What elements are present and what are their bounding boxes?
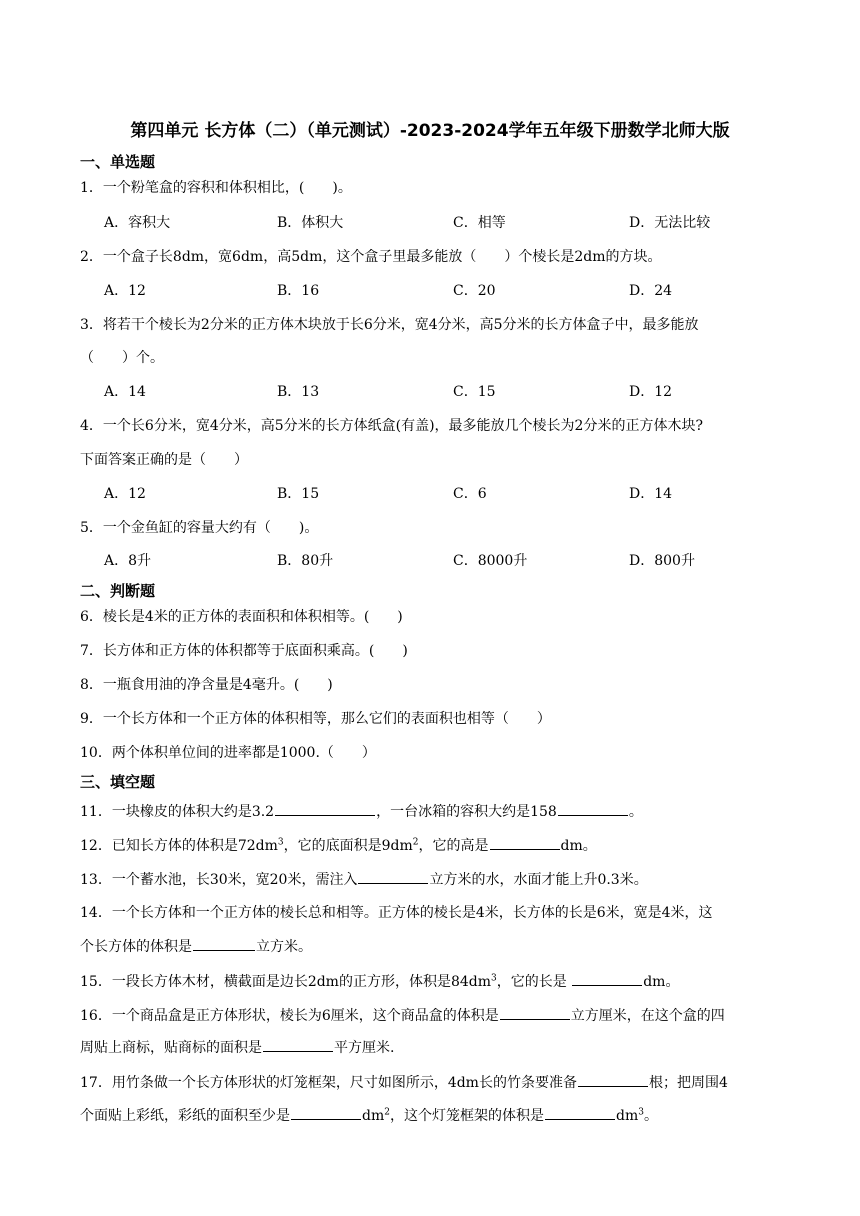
question-4-line-2: 下面答案正确的是（ ） [80,452,248,468]
question-15 [80,970,810,992]
option-c: C．20 [453,283,496,299]
question-17-line-2 [80,1104,810,1126]
question-5-options [104,551,810,571]
answer-blank[interactable] [578,1071,648,1087]
question-text: 17．用竹条做一个长方体形状的灯笼框架，尺寸如图所示，4dm长的竹条要准备 [80,1075,577,1091]
option-d: D．14 [629,486,673,502]
question-text: dm [615,1108,639,1124]
question-text: 11．一块橡皮的体积大约是3.2 [80,804,275,820]
question-text: ，它的底面积是9dm [283,838,413,854]
question-3-line-1: 3．将若干个棱长为2分米的正方体木块放于长6分米，宽4分米，高5分米的长方体盒子中，最多能放 [80,317,699,333]
question-14-line-2 [80,935,810,957]
answer-blank[interactable] [490,834,560,850]
option-b: B．体积大 [277,215,344,231]
answer-blank[interactable] [500,1004,570,1020]
question-11 [80,800,810,822]
question-text: 个面贴上彩纸，彩纸的面积至少是 [80,1108,290,1124]
option-b: B．80升 [277,553,334,569]
option-c: C．8000升 [453,553,528,569]
question-text: 。 [628,804,643,820]
option-c: C．相等 [453,215,506,231]
question-6: 6．棱长是4米的正方体的表面积和体积相等。( ) [80,609,403,625]
option-a: A．12 [104,486,146,502]
section-heading-fill-in: 三、填空题 [80,773,156,791]
question-text: 13．一个蓄水池，长30米，宽20米，需注入 [80,872,358,888]
option-c: C．6 [453,486,487,502]
option-d: D．无法比较 [629,215,711,231]
question-2-options [104,281,810,301]
question-text: 15．一段长方体木材，横截面是边长2dm的正方形，体积是84dm [80,974,492,990]
question-text: ，这个灯笼框架的体积是 [389,1108,544,1124]
question-16-line-2 [80,1036,810,1058]
option-b: B．15 [277,486,320,502]
question-text: 12．已知长方体的体积是72dm [80,838,278,854]
question-7: 7．长方体和正方体的体积都等于底面积乘高。( ) [80,643,408,659]
question-12 [80,834,810,856]
question-8: 8．一瓶食用油的净含量是4毫升。( ) [80,677,333,693]
question-text: ，它的长是 [496,974,572,990]
question-9: 9．一个长方体和一个正方体的体积相等，那么它们的表面积也相等（ ） [80,711,551,727]
answer-blank[interactable] [545,1104,615,1120]
question-text: 。 [643,1108,658,1124]
answer-blank[interactable] [275,800,375,816]
option-a: A．8升 [104,553,152,569]
answer-blank[interactable] [263,1036,333,1052]
section-heading-single-choice: 一、单选题 [80,153,156,171]
superscript: 2 [384,1107,390,1118]
question-5: 5．一个金鱼缸的容量大约有（ )。 [80,520,319,536]
question-text: dm。 [560,838,597,854]
question-4-line-1: 4．一个长6分米，宽4分米，高5分米的长方体纸盒(有盖)，最多能放几个棱长为2分米的正方体木块? [80,418,703,434]
page-title: 第四单元 长方体（二）（单元测试）-2023-2024学年五年级下册数学北师大版 [130,121,730,141]
superscript: 2 [412,837,419,848]
question-3-options [104,382,810,402]
question-text: 立方米的水，水面才能上升0.3米。 [429,872,648,888]
question-2: 2．一个盒子长8dm，宽6dm，高5dm，这个盒子里最多能放（ ）个棱长是2dm的方块。 [80,249,662,265]
question-4-options [104,484,810,504]
option-d: D．12 [629,384,673,400]
question-text: 立方米。 [256,939,312,955]
question-text: dm。 [643,974,680,990]
answer-blank[interactable] [558,800,628,816]
answer-blank[interactable] [193,935,255,951]
question-text: 16．一个商品盒是正方体形状，棱长为6厘米，这个商品盒的体积是 [80,1008,499,1024]
option-a: A．14 [104,384,146,400]
option-d: D．800升 [629,553,695,569]
superscript: 3 [638,1107,644,1118]
question-text: ，它的高是 [418,838,489,854]
question-text: 根；把周围4 [648,1075,728,1091]
superscript: 3 [491,973,497,984]
answer-blank[interactable] [572,970,642,986]
question-text: dm [362,1108,385,1124]
question-1-options [104,213,810,233]
question-text: 个长方体的体积是 [80,939,192,955]
question-14-line-1: 14．一个长方体和一个正方体的棱长总和相等。正方体的棱长是4米，长方体的长是6米，宽是4米，这 [80,905,713,921]
answer-blank[interactable] [358,868,428,884]
superscript: 3 [277,837,284,848]
question-16-line-1 [80,1004,810,1026]
question-17-line-1 [80,1071,810,1093]
question-13 [80,868,810,890]
section-heading-true-false: 二、判断题 [80,582,156,600]
question-text: ，一台冰箱的容积大约是158 [376,804,557,820]
question-1: 1．一个粉笔盒的容积和体积相比，( )。 [80,180,352,196]
question-3-line-2: （ ）个。 [80,350,164,366]
option-c: C．15 [453,384,496,400]
option-b: B．16 [277,283,320,299]
question-text: 立方厘米，在这个盒的四 [570,1008,725,1024]
question-text: 平方厘米. [334,1040,395,1056]
question-text: 周贴上商标，贴商标的面积是 [80,1040,262,1056]
answer-blank[interactable] [291,1104,361,1120]
option-a: A．容积大 [104,215,171,231]
question-10: 10．两个体积单位间的进率都是1000.（ ） [80,745,376,761]
option-b: B．13 [277,384,320,400]
option-a: A．12 [104,283,146,299]
option-d: D．24 [629,283,673,299]
